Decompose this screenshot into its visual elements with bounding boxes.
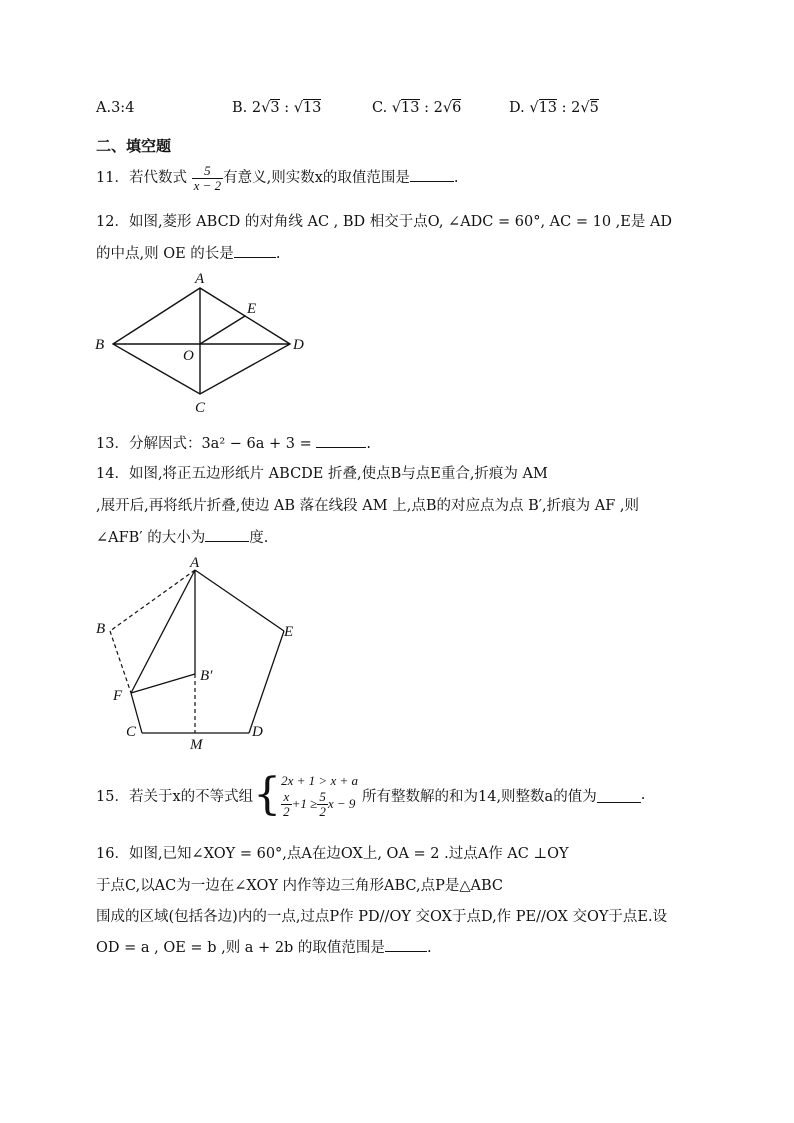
option-d: D. √13 : 2√5	[509, 100, 599, 116]
label-d: D	[293, 337, 304, 353]
label-c: C	[195, 400, 206, 416]
edge-ed	[249, 631, 284, 733]
fraction-5-over-x-minus-2: $\frac{5}{x - 2}$	[193, 162, 222, 193]
label-e: E	[284, 624, 294, 640]
label-b: B	[95, 337, 105, 353]
label-a: A	[190, 555, 200, 571]
question-16-line-4: OD = a , OE = b ,则 a + 2b 的取值范围是 .	[96, 936, 432, 957]
option-c: C. √13 : 2√6	[372, 100, 462, 116]
rhombus-figure	[85, 268, 315, 420]
system-brace: {	[253, 769, 282, 820]
label-e: E	[247, 301, 257, 317]
rhombus-outline	[113, 288, 290, 394]
segment-fb-prime	[131, 674, 195, 693]
section-title: 二、填空题	[96, 137, 172, 155]
label-a: A	[195, 271, 205, 287]
question-12-line-1: 12．如图,菱形 ABCD 的对角线 AC , BD 相交于点O, ∠ADC = 60°, AC = 10 ,E是 AD	[96, 214, 673, 230]
label-d: D	[252, 724, 263, 740]
label-b: B	[96, 621, 106, 637]
answer-blank	[597, 788, 641, 803]
question-15: 15．若关于x的不等式组 { 2x + 1 > x + a $\frac{x}{2}$ +1 ≥ $\frac{5}{2}$ x − 9 所有整数解的和为14,则整数a的值为 .	[96, 769, 646, 820]
label-o: O	[183, 348, 194, 364]
option-b: B. 2√3 : √13	[232, 100, 322, 116]
answer-blank	[205, 527, 249, 542]
question-14-line-1: 14．如图,将正五边形纸片 ABCDE 折叠,使点B与点E重合,折痕为 AM	[96, 466, 548, 482]
label-f: F	[113, 688, 123, 704]
label-b-prime: B′	[200, 668, 213, 684]
inequality-system	[281, 772, 358, 819]
dashed-ab	[110, 570, 195, 631]
question-14-line-3: ∠AFB′ 的大小为 度.	[96, 526, 268, 547]
question-12-line-2: 的中点,则 OE 的长是 .	[96, 242, 280, 263]
crease-af	[131, 570, 195, 693]
inequality-1: 2x + 1 > x + a	[281, 772, 358, 788]
question-11: 11．若代数式 $\frac{5}{x - 2}$ 有意义,则实数x的取值范围是 .	[96, 162, 459, 193]
dashed-bf	[110, 631, 131, 693]
pentagon-figure	[88, 552, 308, 752]
label-m: M	[190, 737, 203, 752]
question-14-line-2: ,展开后,再将纸片折叠,使边 AB 落在线段 AM 上,点B的对应点为点 B′,折痕为 AF ,则	[96, 498, 639, 514]
edge-ae	[195, 570, 284, 631]
answer-blank	[316, 433, 366, 448]
answer-blank	[234, 243, 276, 258]
answer-blank	[385, 937, 427, 952]
question-16-line-1: 16．如图,已知∠XOY = 60°,点A在边OX上, OA = 2 .过点A作 AC ⊥OY	[96, 846, 569, 862]
label-c: C	[126, 724, 137, 740]
question-16-line-3: 围成的区域(包括各边)内的一点,过点P作 PD//OY 交OX于点D,作 PE//OX 交OY于点E.设	[96, 909, 668, 925]
option-a: A.3:4	[96, 100, 135, 116]
question-16-line-2: 于点C,以AC为一边在∠XOY 内作等边三角形ABC,点P是△ABC	[96, 878, 504, 894]
inequality-2: $\frac{x}{2}$ +1 ≥ $\frac{5}{2}$ x − 9	[283, 788, 356, 819]
question-13: 13．分解因式：3a² − 6a + 3 = .	[96, 432, 371, 453]
segment-oe	[200, 316, 245, 344]
answer-blank	[410, 167, 454, 182]
